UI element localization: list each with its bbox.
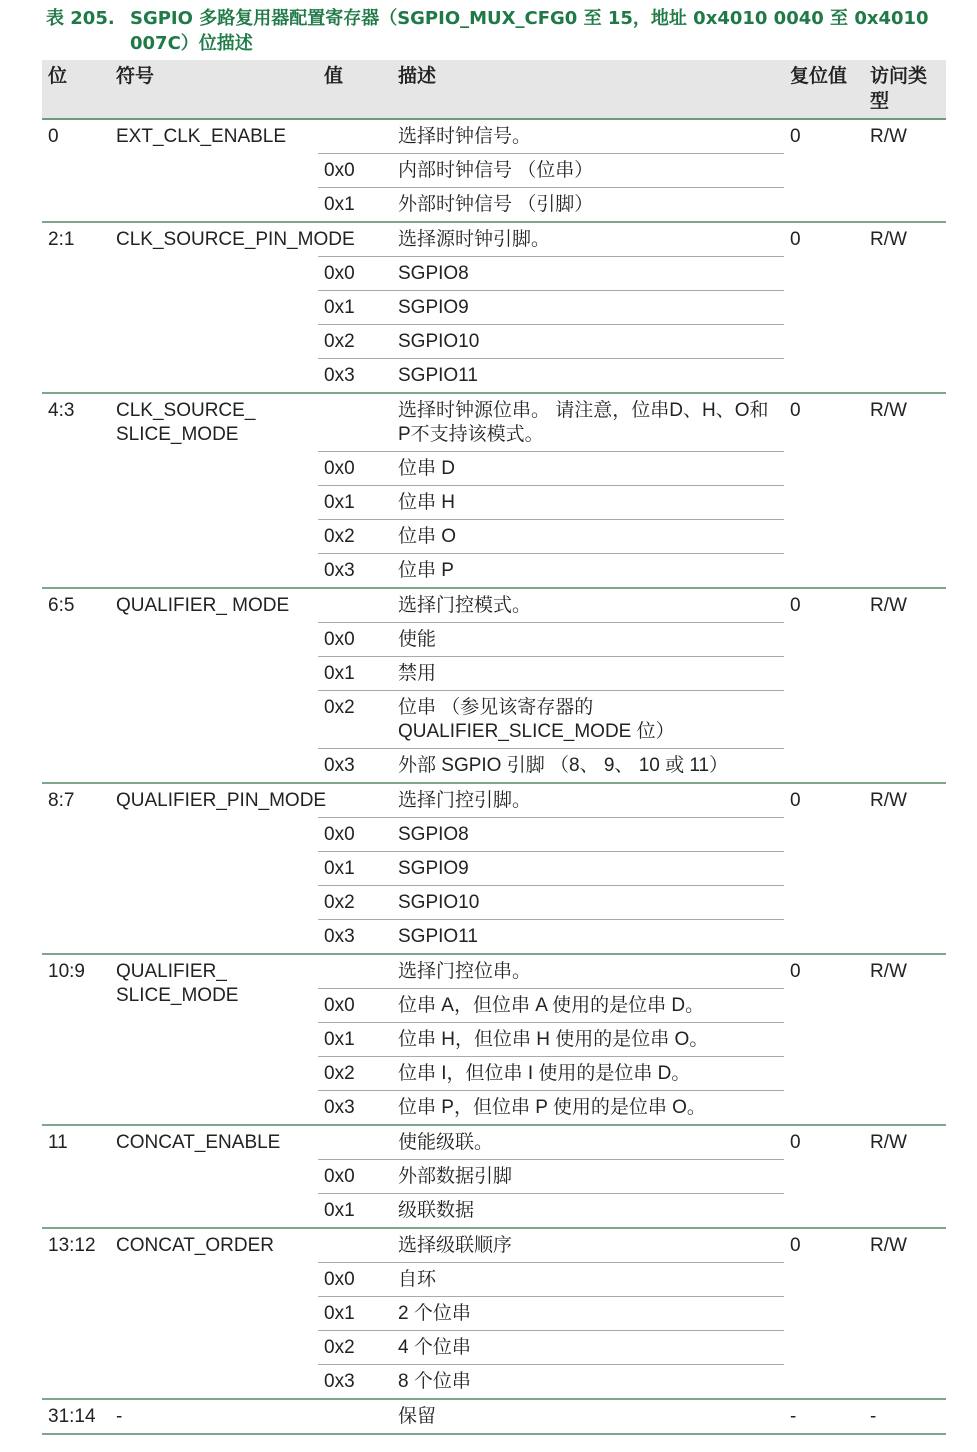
description-cell: 选择门控引脚。 [392, 783, 784, 818]
bit-cell: 0 [42, 119, 110, 222]
reset-cell: 0 [784, 954, 864, 1125]
reset-cell: 0 [784, 119, 864, 222]
field-row [42, 393, 946, 452]
bit-cell: 13:12 [42, 1228, 110, 1399]
field-row [42, 954, 946, 989]
value-code: 0x2 [318, 1057, 392, 1091]
access-cell: R/W [864, 222, 946, 393]
value-code: 0x2 [318, 520, 392, 554]
value-description: 自环 [392, 1263, 784, 1297]
value-code: 0x3 [318, 359, 392, 394]
bit-cell: 2:1 [42, 222, 110, 393]
value-description: SGPIO10 [392, 325, 784, 359]
value-cell [318, 1228, 392, 1263]
value-description: SGPIO11 [392, 359, 784, 394]
reset-cell: - [784, 1399, 864, 1434]
symbol-cell: CLK_SOURCE_ SLICE_MODE [110, 393, 318, 588]
value-code: 0x1 [318, 657, 392, 691]
symbol-cell: QUALIFIER_ SLICE_MODE [110, 954, 318, 1125]
value-description: 位串 D [392, 452, 784, 486]
value-code: 0x3 [318, 1091, 392, 1126]
symbol-cell: QUALIFIER_ MODE [110, 588, 318, 783]
value-cell [318, 954, 392, 989]
table-body [42, 119, 946, 1434]
reset-cell: 0 [784, 588, 864, 783]
value-description: 4 个位串 [392, 1331, 784, 1365]
value-code: 0x1 [318, 852, 392, 886]
value-description: 禁用 [392, 657, 784, 691]
access-cell: - [864, 1399, 946, 1434]
symbol-cell: - [110, 1399, 318, 1434]
symbol-cell: QUALIFIER_PIN_MODE [110, 783, 318, 954]
value-description: SGPIO9 [392, 291, 784, 325]
reset-cell: 0 [784, 222, 864, 393]
symbol-cell: EXT_CLK_ENABLE [110, 119, 318, 222]
value-cell [318, 783, 392, 818]
field-row [42, 119, 946, 154]
access-cell: R/W [864, 954, 946, 1125]
value-code: 0x0 [318, 154, 392, 188]
value-description: 外部数据引脚 [392, 1160, 784, 1194]
value-code: 0x2 [318, 1331, 392, 1365]
value-description: SGPIO9 [392, 852, 784, 886]
value-description: 位串 P，但位串 P 使用的是位串 O。 [392, 1091, 784, 1126]
description-cell: 选择门控位串。 [392, 954, 784, 989]
bit-cell: 4:3 [42, 393, 110, 588]
description-cell: 选择源时钟引脚。 [392, 222, 784, 257]
description-cell: 使能级联。 [392, 1125, 784, 1160]
reset-cell: 0 [784, 1125, 864, 1228]
bit-cell: 11 [42, 1125, 110, 1228]
value-code: 0x3 [318, 1365, 392, 1400]
description-cell: 选择时钟信号。 [392, 119, 784, 154]
access-cell: R/W [864, 119, 946, 222]
value-code: 0x0 [318, 1263, 392, 1297]
value-code: 0x1 [318, 291, 392, 325]
bit-cell: 31:14 [42, 1399, 110, 1434]
value-description: 位串 O [392, 520, 784, 554]
header-symbol: 符号 [110, 60, 318, 119]
value-description: 外部 SGPIO 引脚 （8、 9、 10 或 11） [392, 749, 784, 784]
value-description: 内部时钟信号 （位串） [392, 154, 784, 188]
value-code: 0x0 [318, 818, 392, 852]
value-code: 0x0 [318, 1160, 392, 1194]
value-description: SGPIO8 [392, 818, 784, 852]
description-cell: 选择时钟源位串。 请注意，位串D、H、O和P不支持该模式。 [392, 393, 784, 452]
value-description: 位串 P [392, 554, 784, 589]
value-description: SGPIO8 [392, 257, 784, 291]
bit-cell: 8:7 [42, 783, 110, 954]
value-description: 外部时钟信号 （引脚） [392, 188, 784, 223]
symbol-cell: CONCAT_ENABLE [110, 1125, 318, 1228]
header-description: 描述 [392, 60, 784, 119]
header-reset: 复位值 [784, 60, 864, 119]
value-cell [318, 1125, 392, 1160]
value-description: 位串 （参见该寄存器的 QUALIFIER_SLICE_MODE 位） [392, 691, 784, 749]
value-code: 0x1 [318, 1297, 392, 1331]
reset-cell: 0 [784, 393, 864, 588]
value-code: 0x1 [318, 1023, 392, 1057]
value-code: 0x0 [318, 989, 392, 1023]
reset-cell: 0 [784, 783, 864, 954]
value-description: 8 个位串 [392, 1365, 784, 1400]
field-row [42, 1125, 946, 1160]
header-bit: 位 [42, 60, 110, 119]
value-cell [318, 1399, 392, 1434]
header-value: 值 [318, 60, 392, 119]
access-cell: R/W [864, 783, 946, 954]
value-cell [318, 393, 392, 452]
table-number: 表 205. [46, 8, 115, 29]
value-cell [318, 119, 392, 154]
value-description: 位串 I，但位串 I 使用的是位串 D。 [392, 1057, 784, 1091]
value-code: 0x3 [318, 554, 392, 589]
field-row [42, 588, 946, 623]
access-cell: R/W [864, 393, 946, 588]
value-description: 位串 H，但位串 H 使用的是位串 O。 [392, 1023, 784, 1057]
value-code: 0x0 [318, 257, 392, 291]
value-code: 0x1 [318, 486, 392, 520]
access-cell: R/W [864, 1228, 946, 1399]
register-table [42, 60, 946, 1435]
value-description: 使能 [392, 623, 784, 657]
table-caption [46, 6, 966, 56]
symbol-cell: CONCAT_ORDER [110, 1228, 318, 1399]
bit-cell: 6:5 [42, 588, 110, 783]
description-cell: 选择级联顺序 [392, 1228, 784, 1263]
value-code: 0x0 [318, 452, 392, 486]
value-description: SGPIO10 [392, 886, 784, 920]
header-access: 访问类型 [864, 60, 946, 119]
field-row [42, 783, 946, 818]
header-row [42, 60, 946, 119]
value-code: 0x1 [318, 188, 392, 223]
value-code: 0x1 [318, 1194, 392, 1229]
value-description: 位串 H [392, 486, 784, 520]
value-description: 位串 A，但位串 A 使用的是位串 D。 [392, 989, 784, 1023]
value-code: 0x2 [318, 325, 392, 359]
value-code: 0x2 [318, 886, 392, 920]
value-cell [318, 588, 392, 623]
symbol-cell: CLK_SOURCE_PIN_MODE [110, 222, 318, 393]
description-cell: 选择门控模式。 [392, 588, 784, 623]
value-description: 级联数据 [392, 1194, 784, 1229]
reset-cell: 0 [784, 1228, 864, 1399]
field-row [42, 1399, 946, 1434]
field-row [42, 1228, 946, 1263]
bit-cell: 10:9 [42, 954, 110, 1125]
value-description: 2 个位串 [392, 1297, 784, 1331]
field-row [42, 222, 946, 257]
value-code: 0x0 [318, 623, 392, 657]
value-description: SGPIO11 [392, 920, 784, 955]
table-title: SGPIO 多路复用器配置寄存器（SGPIO_MUX_CFG0 至 15，地址 0x4010 0040 至 0x4010 007C）位描述 [130, 8, 929, 54]
description-cell: 保留 [392, 1399, 784, 1434]
value-code: 0x3 [318, 920, 392, 955]
access-cell: R/W [864, 1125, 946, 1228]
value-code: 0x3 [318, 749, 392, 784]
access-cell: R/W [864, 588, 946, 783]
value-code: 0x2 [318, 691, 392, 749]
